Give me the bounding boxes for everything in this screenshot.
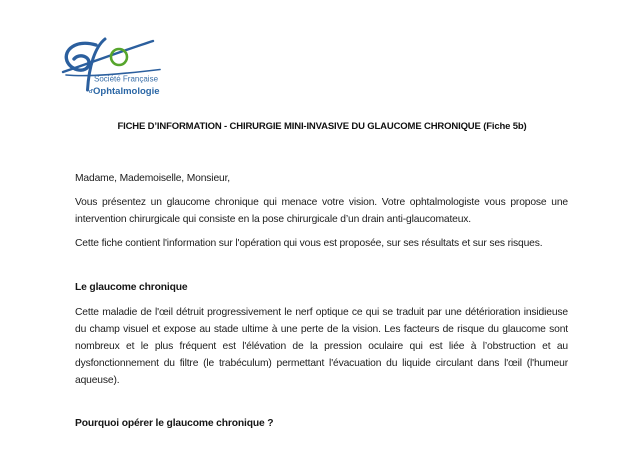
sfo-logo-graphic bbox=[60, 36, 165, 102]
logo-text-ophtalmologie: Ophtalmologie bbox=[93, 86, 160, 97]
paragraph-glaucome-description: Cette maladie de l'œil détruit progressivement le nerf optique ce qui se traduit par une détérioration insidieuse du champ visuel et expose au stade ultime à une perte de la vision. Les facteurs de risque du glaucome sont nombreux et le plus fréquent est l'élévation de la pression oculaire qui est liée à l’obstruction et au dysfonctionnement du filtre (le trabéculum) permettant l'évacuation du liquide circulant dans l'œil (l'humeur aqueuse). bbox=[75, 307, 568, 386]
sfo-logo bbox=[60, 36, 165, 102]
heading-pourquoi-operer: Pourquoi opérer le glaucome chronique ? bbox=[75, 418, 274, 429]
paragraph-intro: Vous présentez un glaucome chronique qui menace votre vision. Votre ophtalmologiste vous propose une intervention chirurgicale qui consiste en la pose chirurgicale d’un drain anti-glaucomateux. bbox=[75, 197, 568, 225]
logo-text-d-prefix: d' bbox=[89, 89, 94, 95]
document-title: FICHE D’INFORMATION - CHIRURGIE MINI-INVASIVE DU GLAUCOME CHRONIQUE (Fiche 5b) bbox=[117, 121, 527, 132]
heading-le-glaucome-chronique: Le glaucome chronique bbox=[75, 282, 188, 293]
logo-text-societe-francaise: Société Française bbox=[94, 74, 159, 84]
paragraph-fiche-contenu: Cette fiche contient l'information sur l'opération qui vous est proposée, sur ses résultats et sur ses risques. bbox=[75, 238, 543, 249]
salutation-line: Madame, Mademoiselle, Monsieur, bbox=[75, 173, 231, 184]
document-body bbox=[75, 170, 568, 432]
